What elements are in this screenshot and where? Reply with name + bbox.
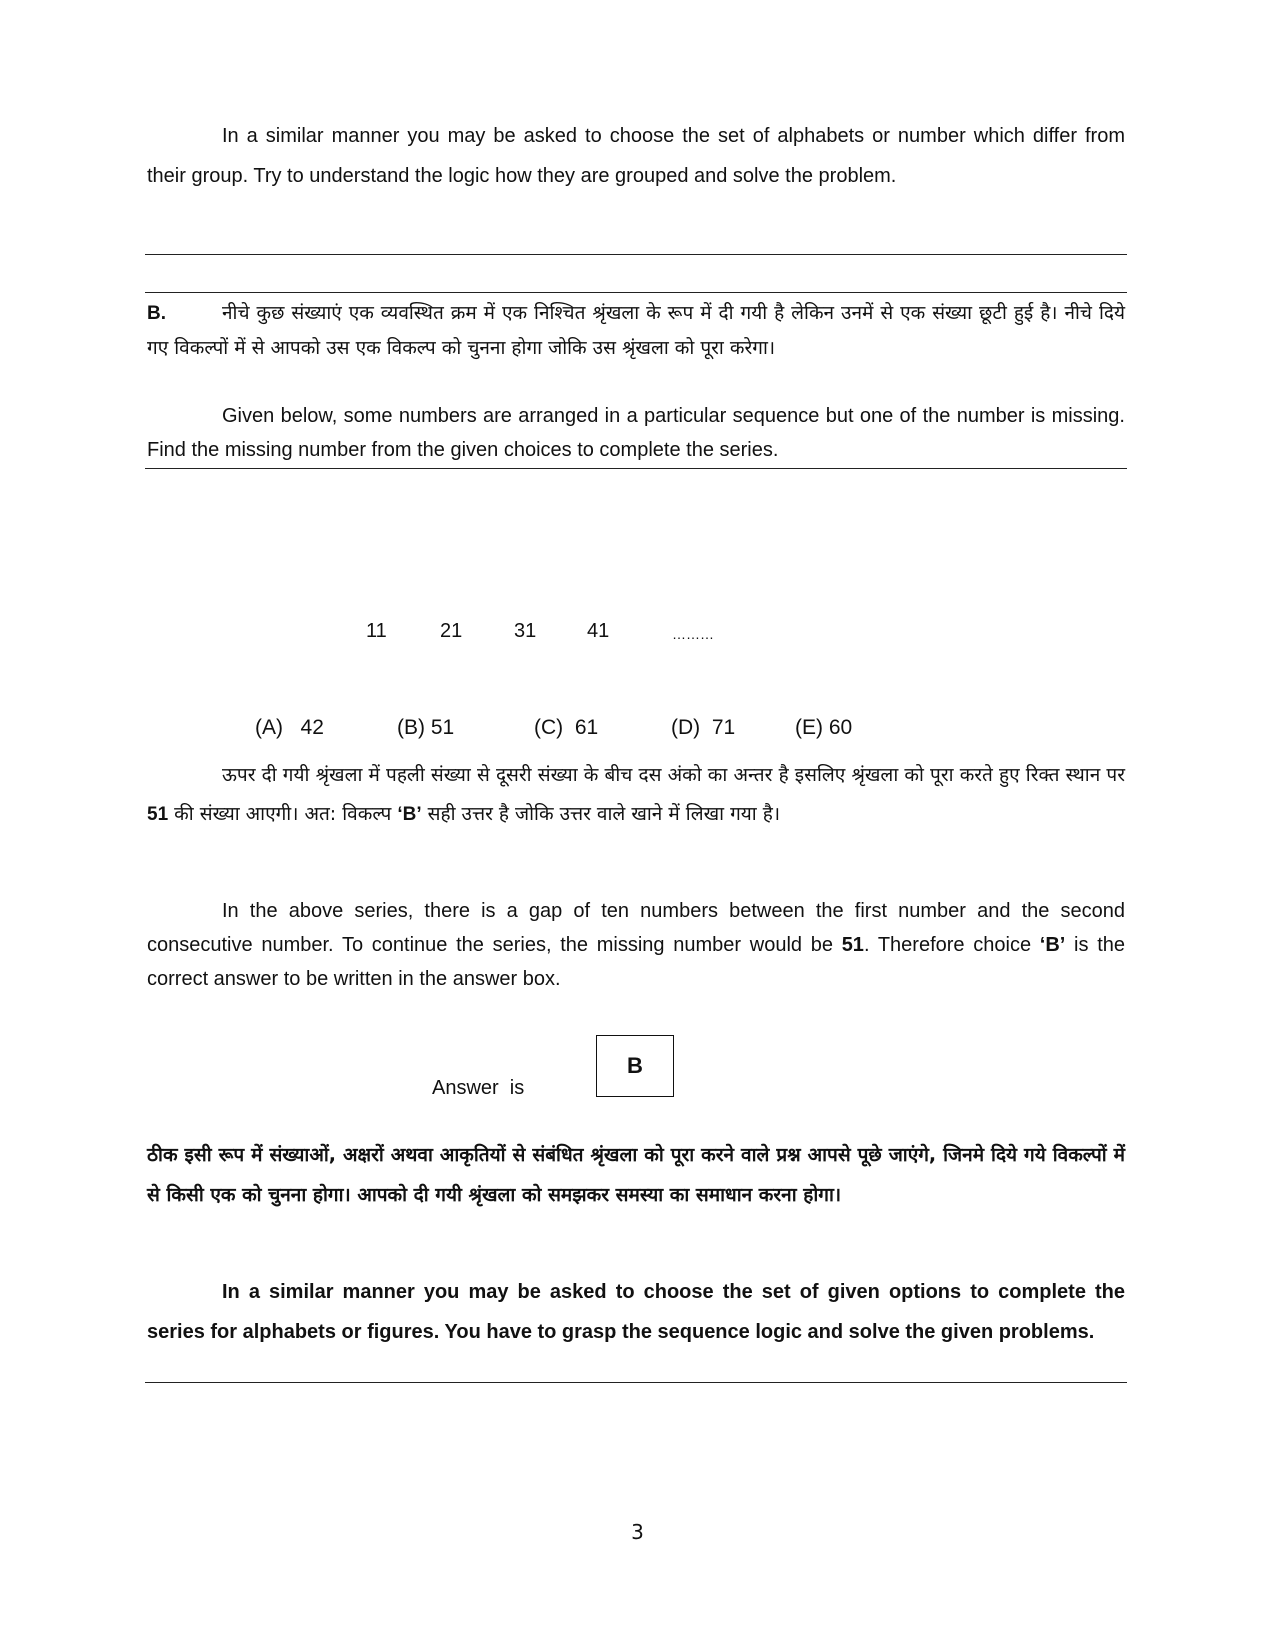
- series-item: 41: [587, 620, 610, 642]
- closing-hindi: [147, 1135, 1125, 1215]
- choice-c: [534, 716, 598, 740]
- divider-bottom: [145, 1382, 1127, 1383]
- choice-value: 71: [711, 716, 736, 739]
- explanation-english-text: In the above series, there is a gap of ten numbers between the first number and the second consecutive number. To continue the series, the missing number would be: [147, 900, 1125, 956]
- series-blank: ………: [672, 626, 714, 642]
- series-item: 11: [366, 620, 387, 642]
- section-b-marker: B.: [147, 303, 166, 324]
- intro-text: In a similar manner you may be asked to choose the set of alphabets or number which differ from their group. Try to understand the logic how they are grouped and solve the problem.: [147, 125, 1125, 187]
- series-item: 21: [440, 620, 463, 642]
- closing-english-text: In a similar manner you may be asked to choose the set of given options to complete the series for alphabets or figures. You have to grasp the sequence logic and solve the given problems.: [147, 1281, 1125, 1343]
- explanation-hindi-text: ऊपर दी गयी श्रृंखला में पहली संख्या से दूसरी संख्या के बीच दस अंको का अन्तर है इसलिए श्रृंखला को पूरा करते हुए रिक्त स्थान पर: [222, 764, 1125, 786]
- divider-top: [145, 254, 1127, 255]
- explanation-hindi-number: 51: [147, 804, 169, 825]
- choice-label: (B): [397, 716, 425, 739]
- explanation-english: [147, 894, 1125, 996]
- answer-label: Answer is: [432, 1077, 525, 1099]
- intro-paragraph: [147, 116, 1125, 196]
- explanation-english-text: . Therefore choice: [863, 934, 1040, 956]
- explanation-english-number: 51: [841, 934, 864, 956]
- closing-english: [147, 1272, 1125, 1352]
- divider-section-b-bottom: [145, 468, 1127, 469]
- divider-section-b-top: [145, 292, 1127, 293]
- choice-label: (A): [255, 716, 283, 739]
- choice-d: [671, 716, 735, 740]
- answer-value: B: [627, 1053, 643, 1078]
- choice-value: 61: [574, 716, 599, 739]
- section-b-hindi-instruction: [147, 296, 1125, 365]
- series-item: 31: [514, 620, 537, 642]
- explanation-hindi-text: की संख्या आएगी। अत: विकल्प: [168, 803, 398, 825]
- explanation-hindi: [147, 756, 1125, 834]
- section-b-hindi-text: नीचे कुछ संख्याएं एक व्यवस्थित क्रम में एक निश्चित श्रृंखला के रूप में दी गयी है लेकिन उनमें से एक संख्या छूटी हुई है। नीचे दिये गए विकल्पों में से आपको उस एक विकल्प को चुनना होगा जोकि उस श्रृंखला को पूरा करेगा।: [147, 302, 1125, 359]
- choice-value: 51: [430, 716, 455, 739]
- explanation-english-choice: ‘B’: [1039, 934, 1066, 956]
- section-b-english-instruction: [147, 399, 1125, 467]
- closing-hindi-text: ठीक इसी रूप में संख्याओं, अक्षरों अथवा आकृतियों से संबंधित श्रृंखला को पूरा करने वाले प्रश्न आपसे पूछे जाएंगे, जिनमे दिये गये विकल्पों में से किसी एक को चुनना होगा। आपको दी गयी श्रृंखला को समझकर समस्या का समाधान करना होगा।: [147, 1144, 1125, 1206]
- page-number: 3: [631, 1520, 644, 1544]
- choice-e: [795, 716, 852, 740]
- choice-b: [397, 716, 454, 740]
- explanation-english-text: is the correct answer to be written in the answer box.: [147, 934, 1126, 990]
- choice-label: (D): [671, 716, 701, 739]
- explanation-hindi-choice: ‘B’: [397, 804, 422, 825]
- choice-a: [255, 716, 324, 740]
- choice-value: 60: [828, 716, 853, 739]
- choice-label: (E): [795, 716, 823, 739]
- answer-box: [596, 1035, 674, 1097]
- choice-value: 42: [300, 716, 324, 739]
- section-b-english-text: Given below, some numbers are arranged in a particular sequence but one of the number is missing. Find the missing number from the given choices to complete the series.: [147, 405, 1125, 461]
- choice-label: (C): [534, 716, 564, 739]
- explanation-hindi-text: सही उत्तर है जोकि उत्तर वाले खाने में लिखा गया है।: [421, 803, 781, 825]
